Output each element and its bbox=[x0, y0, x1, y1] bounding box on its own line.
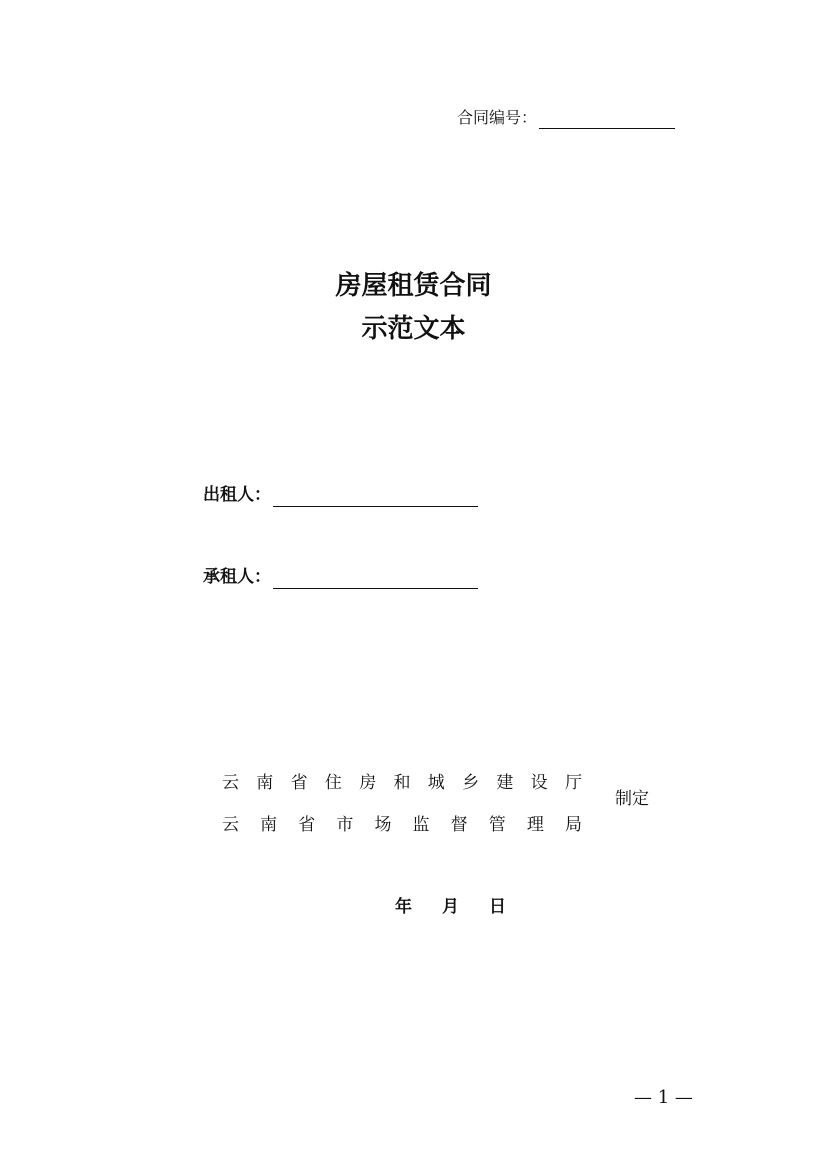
issuer-char: 省 bbox=[298, 815, 316, 835]
contract-number-blank-line[interactable] bbox=[539, 110, 675, 129]
date-year-label: 年 bbox=[395, 897, 412, 917]
issuer-char: 理 bbox=[526, 815, 544, 835]
issuer-housing-department bbox=[222, 771, 582, 795]
date-day-label: 日 bbox=[489, 897, 506, 917]
lessor-blank-line[interactable] bbox=[273, 486, 478, 507]
date-month-label: 月 bbox=[442, 897, 459, 917]
issuer-char: 建 bbox=[496, 773, 514, 793]
issuer-char: 南 bbox=[256, 773, 274, 793]
lessor-label: 出租人： bbox=[203, 485, 271, 505]
issuer-char: 云 bbox=[222, 773, 239, 793]
page-number: — 1 — bbox=[634, 1087, 693, 1108]
contract-number-label: 合同编号： bbox=[457, 108, 538, 127]
issuer-char: 南 bbox=[260, 815, 278, 835]
issuer-char: 城 bbox=[427, 773, 445, 793]
issuer-char: 监 bbox=[412, 815, 430, 835]
issuer-char: 场 bbox=[374, 815, 392, 835]
date-line bbox=[395, 895, 506, 919]
issuer-char: 住 bbox=[324, 773, 342, 793]
document-subtitle: 示范文本 bbox=[361, 314, 466, 344]
issuer-char: 市 bbox=[336, 815, 354, 835]
issued-by-label: 制定 bbox=[615, 789, 649, 809]
issuer-market-regulation-bureau bbox=[222, 813, 582, 837]
issuer-char: 局 bbox=[564, 815, 582, 835]
lessee-label: 承租人： bbox=[203, 567, 271, 587]
contract-number-field bbox=[457, 107, 675, 129]
issuer-char: 省 bbox=[290, 773, 308, 793]
document-title: 房屋租赁合同 bbox=[335, 271, 492, 301]
issuer-char: 乡 bbox=[462, 773, 480, 793]
issuer-char: 云 bbox=[222, 815, 239, 835]
issuer-char: 厅 bbox=[564, 773, 582, 793]
issuer-char: 和 bbox=[393, 773, 411, 793]
lessor-field bbox=[203, 483, 478, 507]
issuer-char: 房 bbox=[359, 773, 377, 793]
lessee-blank-line[interactable] bbox=[273, 568, 478, 589]
issuer-char: 管 bbox=[488, 815, 506, 835]
lessee-field bbox=[203, 565, 478, 589]
issuer-char: 设 bbox=[530, 773, 548, 793]
issuer-char: 督 bbox=[450, 815, 468, 835]
